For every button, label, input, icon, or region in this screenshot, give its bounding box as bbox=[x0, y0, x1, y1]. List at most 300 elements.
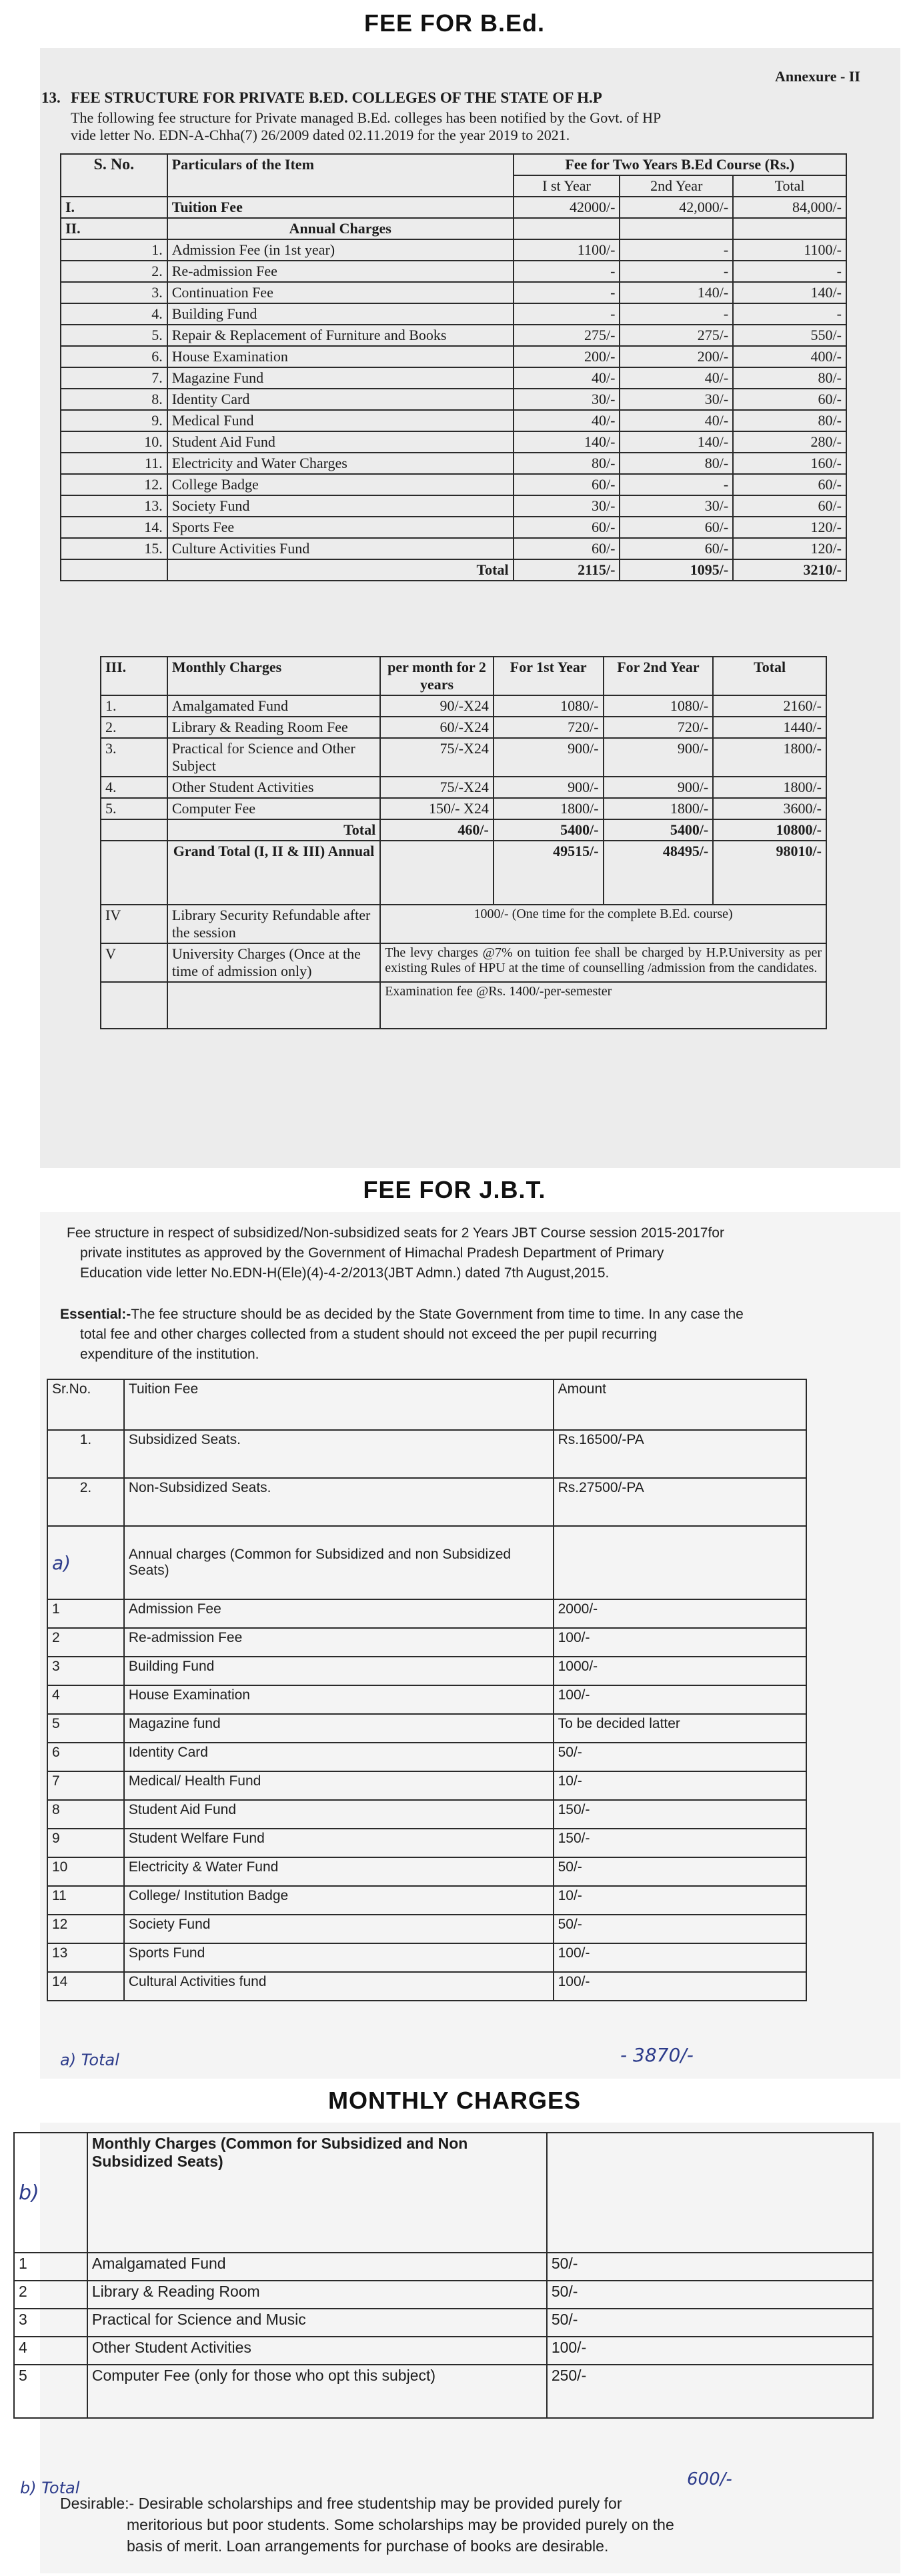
row-amount: 100/- bbox=[554, 1685, 806, 1714]
table-row bbox=[61, 431, 846, 453]
header-total: Total bbox=[713, 657, 826, 695]
row-label: Practical for Science and Other Subject bbox=[167, 738, 380, 777]
jbt-handwritten-total-label: a) Total bbox=[60, 2051, 119, 2069]
row-year2: - bbox=[620, 239, 733, 261]
row-label: Medical Fund bbox=[167, 410, 514, 431]
total-row bbox=[61, 559, 846, 581]
row-label: Annual Charges bbox=[167, 218, 514, 239]
table-header-row bbox=[47, 1379, 806, 1430]
total-per-month: 460/- bbox=[380, 819, 494, 841]
row-total: 1440/- bbox=[713, 717, 826, 738]
annual-handwritten-mark: a) bbox=[52, 1551, 71, 1574]
table-row bbox=[14, 2309, 873, 2337]
row-no: 15. bbox=[61, 538, 167, 559]
table-row bbox=[61, 453, 846, 474]
row-year2: 42,000/- bbox=[620, 197, 733, 218]
table-row bbox=[61, 495, 846, 517]
row-year1: 1080/- bbox=[494, 695, 604, 717]
row-amount: 2000/- bbox=[554, 1599, 806, 1628]
exam-fee-row bbox=[101, 982, 826, 1029]
row-year2: 30/- bbox=[620, 389, 733, 410]
table-row bbox=[14, 2365, 873, 2418]
row-amount: 50/- bbox=[547, 2281, 873, 2309]
row-amount: 50/- bbox=[554, 1915, 806, 1943]
row-amount: 250/- bbox=[547, 2365, 873, 2418]
row-label: Sports Fee bbox=[167, 517, 514, 538]
row-label: Electricity and Water Charges bbox=[167, 453, 514, 474]
jbt-fee-table bbox=[47, 1379, 807, 2001]
row-total: 120/- bbox=[733, 517, 846, 538]
desirable-line1: Desirable scholarships and free studentship may be provided purely for bbox=[138, 2495, 622, 2512]
row-label: Subsidized Seats. bbox=[124, 1430, 554, 1478]
row-amount: To be decided latter bbox=[554, 1714, 806, 1743]
row-year1: 200/- bbox=[514, 346, 620, 367]
row-label: University Charges (Once at the time of admission only) bbox=[167, 943, 380, 982]
row-year1: 720/- bbox=[494, 717, 604, 738]
row-amount: 100/- bbox=[554, 1943, 806, 1972]
row-year2: 200/- bbox=[620, 346, 733, 367]
bed-heading: FEE STRUCTURE FOR PRIVATE B.ED. COLLEGES OF THE STATE OF H.P bbox=[71, 89, 602, 106]
row-no: 5 bbox=[14, 2365, 87, 2418]
header-year2: For 2nd Year bbox=[604, 657, 714, 695]
table-row bbox=[61, 389, 846, 410]
grand-total-total: 98010/- bbox=[713, 841, 826, 905]
row-no: 13. bbox=[61, 495, 167, 517]
row-no: 6. bbox=[61, 346, 167, 367]
header-sr: Sr.No. bbox=[47, 1379, 124, 1430]
table-row bbox=[47, 1628, 806, 1657]
total-label: Total bbox=[167, 559, 514, 581]
row-no: 1 bbox=[14, 2253, 87, 2281]
table-row bbox=[47, 1972, 806, 2001]
table-row bbox=[61, 538, 846, 559]
library-security-row bbox=[101, 905, 826, 943]
row-year2: - bbox=[620, 474, 733, 495]
table-row bbox=[101, 738, 826, 777]
row-label: Society Fund bbox=[167, 495, 514, 517]
row-no: 5. bbox=[101, 798, 167, 819]
row-total: 140/- bbox=[733, 282, 846, 303]
table-row bbox=[61, 517, 846, 538]
row-amount: 10/- bbox=[554, 1886, 806, 1915]
row-label: Sports Fund bbox=[124, 1943, 554, 1972]
total-total: 10800/- bbox=[713, 819, 826, 841]
total-label: Total bbox=[167, 819, 380, 841]
row-year1: 1100/- bbox=[514, 239, 620, 261]
essential-label: Essential:- bbox=[60, 1307, 131, 1322]
table-row bbox=[47, 1685, 806, 1714]
row-year1: 140/- bbox=[514, 431, 620, 453]
row-year1: 80/- bbox=[514, 453, 620, 474]
row-amount: 1000/- bbox=[554, 1657, 806, 1685]
row-year1: 30/- bbox=[514, 495, 620, 517]
row-no: 5 bbox=[47, 1714, 124, 1743]
row-label: Library Security Refundable after the session bbox=[167, 905, 380, 943]
header-amount: Amount bbox=[554, 1379, 806, 1430]
jbt-intro-line1: Fee structure in respect of subsidized/Non-subsidized seats for 2 Years JBT Course session 2015-2017for bbox=[67, 1225, 724, 1241]
grand-total-label: Grand Total (I, II & III) Annual bbox=[167, 841, 380, 905]
table-row bbox=[47, 1829, 806, 1857]
row-total: 3600/- bbox=[713, 798, 826, 819]
row-year2: 1080/- bbox=[604, 695, 714, 717]
row-year2: 900/- bbox=[604, 777, 714, 798]
row-label: Other Student Activities bbox=[87, 2337, 547, 2365]
row-year1: 275/- bbox=[514, 325, 620, 346]
row-label: Computer Fee bbox=[167, 798, 380, 819]
row-no: 8. bbox=[61, 389, 167, 410]
row-year1: 1800/- bbox=[494, 798, 604, 819]
row-no: I. bbox=[61, 197, 167, 218]
table-row bbox=[101, 695, 826, 717]
row-year1: 40/- bbox=[514, 410, 620, 431]
row-no: 13 bbox=[47, 1943, 124, 1972]
row-total: 1800/- bbox=[713, 777, 826, 798]
table-row bbox=[61, 346, 846, 367]
row-year2: 40/- bbox=[620, 410, 733, 431]
row-year2: 720/- bbox=[604, 717, 714, 738]
jbt-document-scan bbox=[40, 1212, 900, 2079]
row-year1: - bbox=[514, 282, 620, 303]
table-row bbox=[61, 261, 846, 282]
row-amount: 50/- bbox=[554, 1743, 806, 1771]
bed-annual-fee-table bbox=[60, 153, 847, 581]
annual-charges-header-row bbox=[47, 1526, 806, 1599]
row-no: II. bbox=[61, 218, 167, 239]
monthly-charges-table bbox=[13, 2132, 874, 2419]
row-label: Building Fund bbox=[124, 1657, 554, 1685]
row-total: 1800/- bbox=[713, 738, 826, 777]
row-year2: 80/- bbox=[620, 453, 733, 474]
header-sno: S. No. bbox=[61, 154, 167, 197]
row-per-month: 75/-X24 bbox=[380, 738, 494, 777]
row-no: 2. bbox=[101, 717, 167, 738]
row-year1: 900/- bbox=[494, 738, 604, 777]
row-no: 1. bbox=[101, 695, 167, 717]
row-year2: 60/- bbox=[620, 538, 733, 559]
row-no: 11. bbox=[61, 453, 167, 474]
header-fee-two-years: Fee for Two Years B.Ed Course (Rs.) bbox=[514, 154, 846, 175]
row-no: 12 bbox=[47, 1915, 124, 1943]
table-row bbox=[61, 474, 846, 495]
row-year1: 42000/- bbox=[514, 197, 620, 218]
table-header-row bbox=[101, 657, 826, 695]
row-total: 60/- bbox=[733, 495, 846, 517]
row-year1: 60/- bbox=[514, 538, 620, 559]
row-total: 550/- bbox=[733, 325, 846, 346]
monthly-header-row bbox=[14, 2133, 873, 2253]
row-no: 12. bbox=[61, 474, 167, 495]
row-no: 4 bbox=[14, 2337, 87, 2365]
row-label: Student Aid Fund bbox=[167, 431, 514, 453]
table-row bbox=[101, 777, 826, 798]
row-total: 80/- bbox=[733, 410, 846, 431]
row-year1: 40/- bbox=[514, 367, 620, 389]
total-year2: 1095/- bbox=[620, 559, 733, 581]
row-no: 4 bbox=[47, 1685, 124, 1714]
row-per-month: 60/-X24 bbox=[380, 717, 494, 738]
row-no: 7 bbox=[47, 1771, 124, 1800]
university-charges-row bbox=[101, 943, 826, 982]
row-no: 1 bbox=[47, 1599, 124, 1628]
row-label: Continuation Fee bbox=[167, 282, 514, 303]
row-label: Culture Activities Fund bbox=[167, 538, 514, 559]
bed-document-scan bbox=[40, 48, 900, 1168]
row-per-month: 150/- X24 bbox=[380, 798, 494, 819]
row-amount: Rs.27500/-PA bbox=[554, 1478, 806, 1526]
table-row bbox=[47, 1657, 806, 1685]
row-total: 84,000/- bbox=[733, 197, 846, 218]
row-no: 11 bbox=[47, 1886, 124, 1915]
monthly-document-scan bbox=[19, 2123, 900, 2573]
jbt-intro-line2: private institutes as approved by the Government of Himachal Pradesh Department of Primary bbox=[80, 1245, 664, 1261]
header-particulars: Particulars of the Item bbox=[167, 154, 514, 197]
row-label: Identity Card bbox=[124, 1743, 554, 1771]
table-row bbox=[47, 1800, 806, 1829]
row-amount: 100/- bbox=[554, 1628, 806, 1657]
header-total: Total bbox=[733, 175, 846, 197]
row-label: Admission Fee (in 1st year) bbox=[167, 239, 514, 261]
row-label: Electricity & Water Fund bbox=[124, 1857, 554, 1886]
row-value: 1000/- (One time for the complete B.Ed. course) bbox=[380, 905, 826, 943]
row-year2: 40/- bbox=[620, 367, 733, 389]
table-row bbox=[47, 1886, 806, 1915]
desirable-line2: meritorious but poor students. Some scholarships may be provided purely on the bbox=[127, 2516, 674, 2533]
row-total: 60/- bbox=[733, 474, 846, 495]
row-year2: 60/- bbox=[620, 517, 733, 538]
row-no: 3. bbox=[101, 738, 167, 777]
row-total: 280/- bbox=[733, 431, 846, 453]
table-row bbox=[14, 2337, 873, 2365]
row-total: 120/- bbox=[733, 538, 846, 559]
table-header-row bbox=[61, 154, 846, 175]
table-row bbox=[61, 239, 846, 261]
bed-banner: FEE FOR B.Ed. bbox=[363, 9, 545, 37]
row-year1: 60/- bbox=[514, 517, 620, 538]
table-row bbox=[101, 717, 826, 738]
essential-note bbox=[60, 1307, 744, 1323]
row-amount: 10/- bbox=[554, 1771, 806, 1800]
row-no: 3 bbox=[14, 2309, 87, 2337]
row-year1: - bbox=[514, 261, 620, 282]
row-no: 3. bbox=[61, 282, 167, 303]
row-label: Re-admission Fee bbox=[167, 261, 514, 282]
row-no: 5. bbox=[61, 325, 167, 346]
row-no: 9. bbox=[61, 410, 167, 431]
table-row bbox=[47, 1857, 806, 1886]
row-year2: 900/- bbox=[604, 738, 714, 777]
row-total: - bbox=[733, 261, 846, 282]
row-amount: 100/- bbox=[547, 2337, 873, 2365]
header-year2: 2nd Year bbox=[620, 175, 733, 197]
row-no: 8 bbox=[47, 1800, 124, 1829]
row-amount: 50/- bbox=[547, 2253, 873, 2281]
row-label: Identity Card bbox=[167, 389, 514, 410]
total-year1: 2115/- bbox=[514, 559, 620, 581]
row-label: Amalgamated Fund bbox=[87, 2253, 547, 2281]
row-total: - bbox=[733, 303, 846, 325]
header-year1: I st Year bbox=[514, 175, 620, 197]
row-no: V bbox=[101, 943, 167, 982]
bed-intro-line2: vide letter No. EDN-A-Chha(7) 26/2009 dated 02.11.2019 for the year 2019 to 2021. bbox=[71, 127, 570, 143]
row-label: Medical/ Health Fund bbox=[124, 1771, 554, 1800]
row-no: 1. bbox=[47, 1430, 124, 1478]
desirable-label: Desirable:- bbox=[60, 2495, 135, 2512]
header-label: Monthly Charges bbox=[167, 657, 380, 695]
row-no: 14 bbox=[47, 1972, 124, 2001]
row-no: IV bbox=[101, 905, 167, 943]
annual-charges-row bbox=[61, 218, 846, 239]
row-year2: 275/- bbox=[620, 325, 733, 346]
row-label: Non-Subsidized Seats. bbox=[124, 1478, 554, 1526]
row-amount: Rs.16500/-PA bbox=[554, 1430, 806, 1478]
jbt-banner: FEE FOR J.B.T. bbox=[363, 1176, 546, 1203]
row-no: 14. bbox=[61, 517, 167, 538]
table-row bbox=[14, 2281, 873, 2309]
table-row bbox=[101, 798, 826, 819]
row-label: Practical for Science and Music bbox=[87, 2309, 547, 2337]
row-no: 10. bbox=[61, 431, 167, 453]
row-year2: - bbox=[620, 303, 733, 325]
jbt-handwritten-total-value: - 3870/- bbox=[620, 2044, 694, 2066]
row-year1: 900/- bbox=[494, 777, 604, 798]
row-amount: 150/- bbox=[554, 1800, 806, 1829]
row-no: 3 bbox=[47, 1657, 124, 1685]
grand-total-year1: 49515/- bbox=[494, 841, 604, 905]
grand-total-row bbox=[101, 841, 826, 905]
total-year1: 5400/- bbox=[494, 819, 604, 841]
table-row bbox=[61, 367, 846, 389]
row-year1: 60/- bbox=[514, 474, 620, 495]
row-label: Tuition Fee bbox=[167, 197, 514, 218]
row-label: Other Student Activities bbox=[167, 777, 380, 798]
row-label: Library & Reading Room bbox=[87, 2281, 547, 2309]
row-amount: 50/- bbox=[547, 2309, 873, 2337]
table-row bbox=[47, 1771, 806, 1800]
header-no: III. bbox=[101, 657, 167, 695]
jbt-intro-line3: Education vide letter No.EDN-H(Ele)(4)-4-2/2013(JBT Admn.) dated 7th August,2015. bbox=[80, 1265, 610, 1281]
row-total: 1100/- bbox=[733, 239, 846, 261]
grand-total-year2: 48495/- bbox=[604, 841, 714, 905]
table-row bbox=[61, 410, 846, 431]
row-year2: 140/- bbox=[620, 282, 733, 303]
row-label: Repair & Replacement of Furniture and Books bbox=[167, 325, 514, 346]
row-no: 7. bbox=[61, 367, 167, 389]
header-tuition: Tuition Fee bbox=[124, 1379, 554, 1430]
row-label: Amalgamated Fund bbox=[167, 695, 380, 717]
header-year1: For 1st Year bbox=[494, 657, 604, 695]
row-value: The levy charges @7% on tuition fee shall be charged by H.P.University as per existing Rules of HPU at the time of counselling /admission from the candidates. bbox=[380, 943, 826, 982]
row-no: 6 bbox=[47, 1743, 124, 1771]
annual-charges-label: Annual charges (Common for Subsidized and non Subsidized Seats) bbox=[124, 1526, 554, 1599]
row-no: 2. bbox=[47, 1478, 124, 1526]
row-year1: - bbox=[514, 303, 620, 325]
monthly-handwritten-total-label: b) Total bbox=[20, 2479, 80, 2497]
tuition-row bbox=[61, 197, 846, 218]
row-year2: 30/- bbox=[620, 495, 733, 517]
essential-line1: The fee structure should be as decided by the State Government from time to time. In any case the bbox=[131, 1307, 744, 1322]
desirable-line3: basis of merit. Loan arrangements for purchase of books are desirable. bbox=[127, 2537, 609, 2555]
row-no: 2 bbox=[47, 1628, 124, 1657]
row-label: House Examination bbox=[124, 1685, 554, 1714]
bed-monthly-fee-table bbox=[100, 656, 827, 1029]
row-label: Cultural Activities fund bbox=[124, 1972, 554, 2001]
monthly-handwritten-mark: b) bbox=[19, 2181, 39, 2205]
row-year2: 140/- bbox=[620, 431, 733, 453]
monthly-handwritten-total-value: 600/- bbox=[687, 2469, 732, 2489]
row-total: 400/- bbox=[733, 346, 846, 367]
exam-fee-text: Examination fee @Rs. 1400/-per-semester bbox=[380, 982, 826, 1029]
row-total: 80/- bbox=[733, 367, 846, 389]
desirable-note bbox=[60, 2495, 622, 2513]
table-row bbox=[47, 1478, 806, 1526]
table-row bbox=[47, 1430, 806, 1478]
heading-number: 13. bbox=[41, 89, 61, 106]
row-no: 4. bbox=[61, 303, 167, 325]
essential-line2: total fee and other charges collected from a student should not exceed the per pupil recurring bbox=[80, 1327, 658, 1342]
header-per-month: per month for 2 years bbox=[380, 657, 494, 695]
row-label: Building Fund bbox=[167, 303, 514, 325]
row-no: 1. bbox=[61, 239, 167, 261]
row-amount: 50/- bbox=[554, 1857, 806, 1886]
row-no: 10 bbox=[47, 1857, 124, 1886]
table-row bbox=[47, 1915, 806, 1943]
row-label: Re-admission Fee bbox=[124, 1628, 554, 1657]
row-year2: 1800/- bbox=[604, 798, 714, 819]
table-row bbox=[14, 2253, 873, 2281]
table-row bbox=[61, 303, 846, 325]
row-label: Student Welfare Fund bbox=[124, 1829, 554, 1857]
row-label: Society Fund bbox=[124, 1915, 554, 1943]
row-amount: 100/- bbox=[554, 1972, 806, 2001]
row-label: House Examination bbox=[167, 346, 514, 367]
total-total: 3210/- bbox=[733, 559, 846, 581]
row-total: 160/- bbox=[733, 453, 846, 474]
row-label: College Badge bbox=[167, 474, 514, 495]
row-amount: 150/- bbox=[554, 1829, 806, 1857]
total-year2: 5400/- bbox=[604, 819, 714, 841]
row-per-month: 75/-X24 bbox=[380, 777, 494, 798]
row-label: College/ Institution Badge bbox=[124, 1886, 554, 1915]
row-total: 60/- bbox=[733, 389, 846, 410]
row-year1: 30/- bbox=[514, 389, 620, 410]
table-row bbox=[47, 1599, 806, 1628]
bed-intro-line1: The following fee structure for Private managed B.Ed. colleges has been notified by the Govt. of HP bbox=[71, 109, 662, 126]
row-label: Magazine fund bbox=[124, 1714, 554, 1743]
table-row bbox=[61, 282, 846, 303]
table-row bbox=[61, 325, 846, 346]
row-label: Admission Fee bbox=[124, 1599, 554, 1628]
row-total: 2160/- bbox=[713, 695, 826, 717]
row-per-month: 90/-X24 bbox=[380, 695, 494, 717]
annexure-label: Annexure - II bbox=[775, 68, 860, 85]
table-row bbox=[47, 1714, 806, 1743]
row-label: Magazine Fund bbox=[167, 367, 514, 389]
monthly-banner: MONTHLY CHARGES bbox=[327, 2087, 582, 2114]
row-label: Computer Fee (only for those who opt this subject) bbox=[87, 2365, 547, 2418]
monthly-header-label: Monthly Charges (Common for Subsidized and Non Subsidized Seats) bbox=[87, 2133, 547, 2253]
table-row bbox=[47, 1743, 806, 1771]
row-no: 4. bbox=[101, 777, 167, 798]
row-year2: - bbox=[620, 261, 733, 282]
row-no: 9 bbox=[47, 1829, 124, 1857]
row-label: Library & Reading Room Fee bbox=[167, 717, 380, 738]
table-row bbox=[47, 1943, 806, 1972]
row-no: 2 bbox=[14, 2281, 87, 2309]
row-no: 2. bbox=[61, 261, 167, 282]
monthly-total-row bbox=[101, 819, 826, 841]
row-label: Student Aid Fund bbox=[124, 1800, 554, 1829]
essential-line3: expenditure of the institution. bbox=[80, 1347, 259, 1362]
